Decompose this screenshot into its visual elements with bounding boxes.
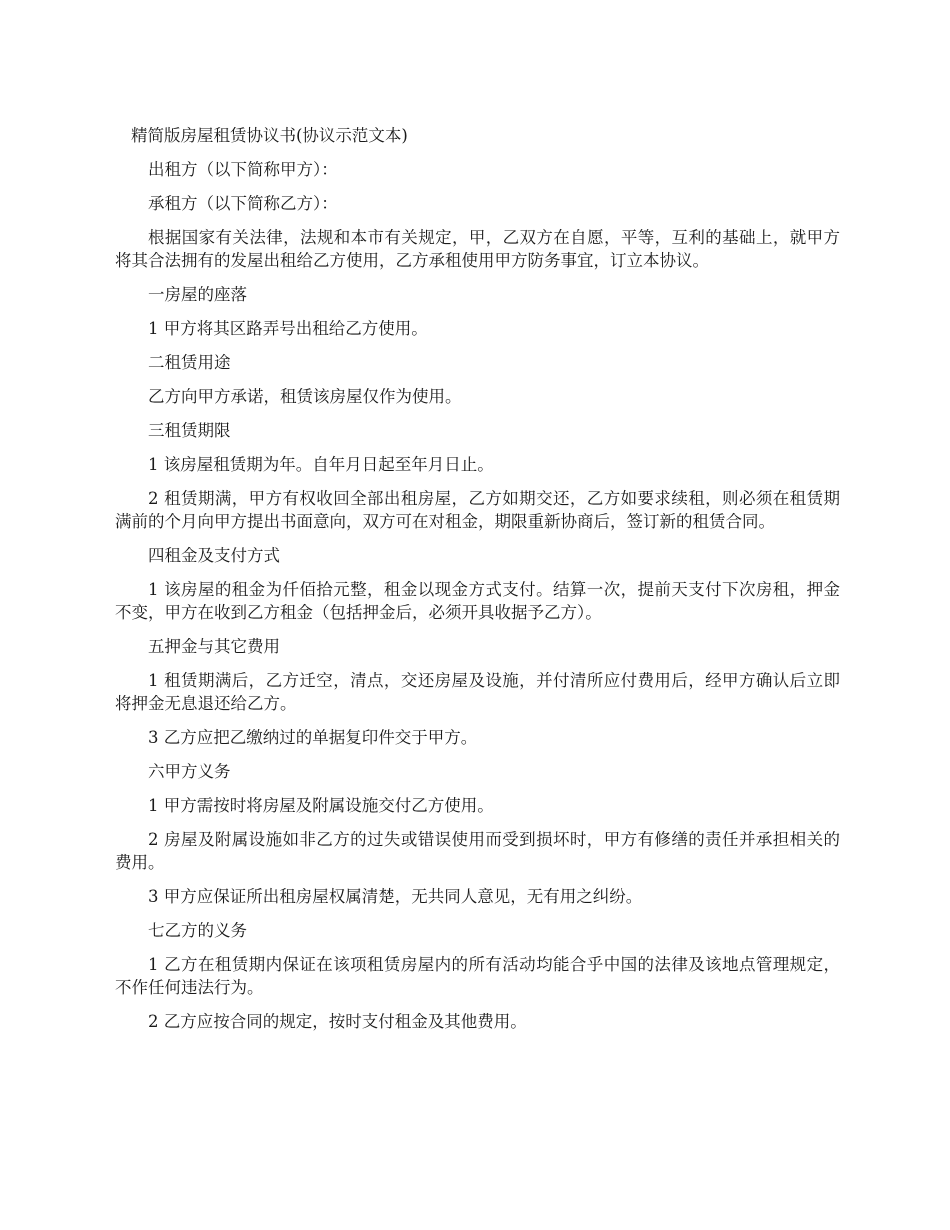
preamble-paragraph: 根据国家有关法律，法规和本市有关规定，甲，乙双方在自愿，平等，互利的基础上，就甲方将其合法拥有的发屋出租给乙方使用，乙方承租使用甲方防务事宜，订立本协议。 (115, 228, 840, 270)
section-paragraph: 1 租赁期满后，乙方迁空，清点，交还房屋及设施，并付清所应付费用后，经甲方确认后立即将押金无息退还给乙方。 (115, 671, 840, 713)
section-paragraph: 1 该房屋的租金为仟佰拾元整，租金以现金方式支付。结算一次，提前天支付下次房租，押金不变，甲方在收到乙方租金（包括押金后，必须开具收据予乙方）。 (115, 580, 840, 622)
section-paragraph: 2 房屋及附属设施如非乙方的过失或错误使用而受到损坏时，甲方有修缮的责任并承担相关的费用。 (115, 830, 840, 872)
section-paragraph: 1 乙方在租赁期内保证在该项租赁房屋内的所有活动均能合乎中国的法律及该地点管理规定，不作任何违法行为。 (115, 955, 840, 997)
section-paragraph: 1 甲方需按时将房屋及附属设施交付乙方使用。 (148, 796, 494, 815)
section-paragraph: 3 乙方应把乙缴纳过的单据复印件交于甲方。 (148, 728, 478, 747)
section-paragraph: 1 甲方将其区路弄号出租给乙方使用。 (148, 319, 428, 338)
lessor-line: 出租方（以下简称甲方）： (148, 160, 338, 179)
section-heading-location: 一房屋的座落 (148, 285, 247, 304)
lessee-line: 承租方（以下简称乙方）： (148, 194, 338, 213)
section-paragraph: 2 租赁期满，甲方有权收回全部出租房屋，乙方如期交还，乙方如要求续租，则必须在租赁期满前的个月向甲方提出书面意向，双方可在对租金，期限重新协商后，签订新的租赁合同。 (115, 489, 840, 531)
section-heading-term: 三租赁期限 (148, 421, 231, 440)
section-heading-deposit: 五押金与其它费用 (148, 637, 280, 656)
section-heading-rent-payment: 四租金及支付方式 (148, 546, 280, 565)
document-page (115, 124, 840, 1044)
section-heading-lessor-duties: 六甲方义务 (148, 762, 231, 781)
section-heading-lessee-duties: 七乙方的义务 (148, 921, 247, 940)
section-paragraph: 乙方向甲方承诺，租赁该房屋仅作为使用。 (148, 387, 462, 406)
section-paragraph: 2 乙方应按合同的规定，按时支付租金及其他费用。 (148, 1012, 527, 1031)
section-paragraph: 1 该房屋租赁期为年。自年月日起至年月日止。 (148, 455, 494, 474)
section-paragraph: 3 甲方应保证所出租房屋权属清楚，无共同人意见，无有用之纠纷。 (148, 887, 643, 906)
section-heading-purpose: 二租赁用途 (148, 353, 231, 372)
document-title: 精简版房屋租赁协议书(协议示范文本) (131, 126, 408, 145)
